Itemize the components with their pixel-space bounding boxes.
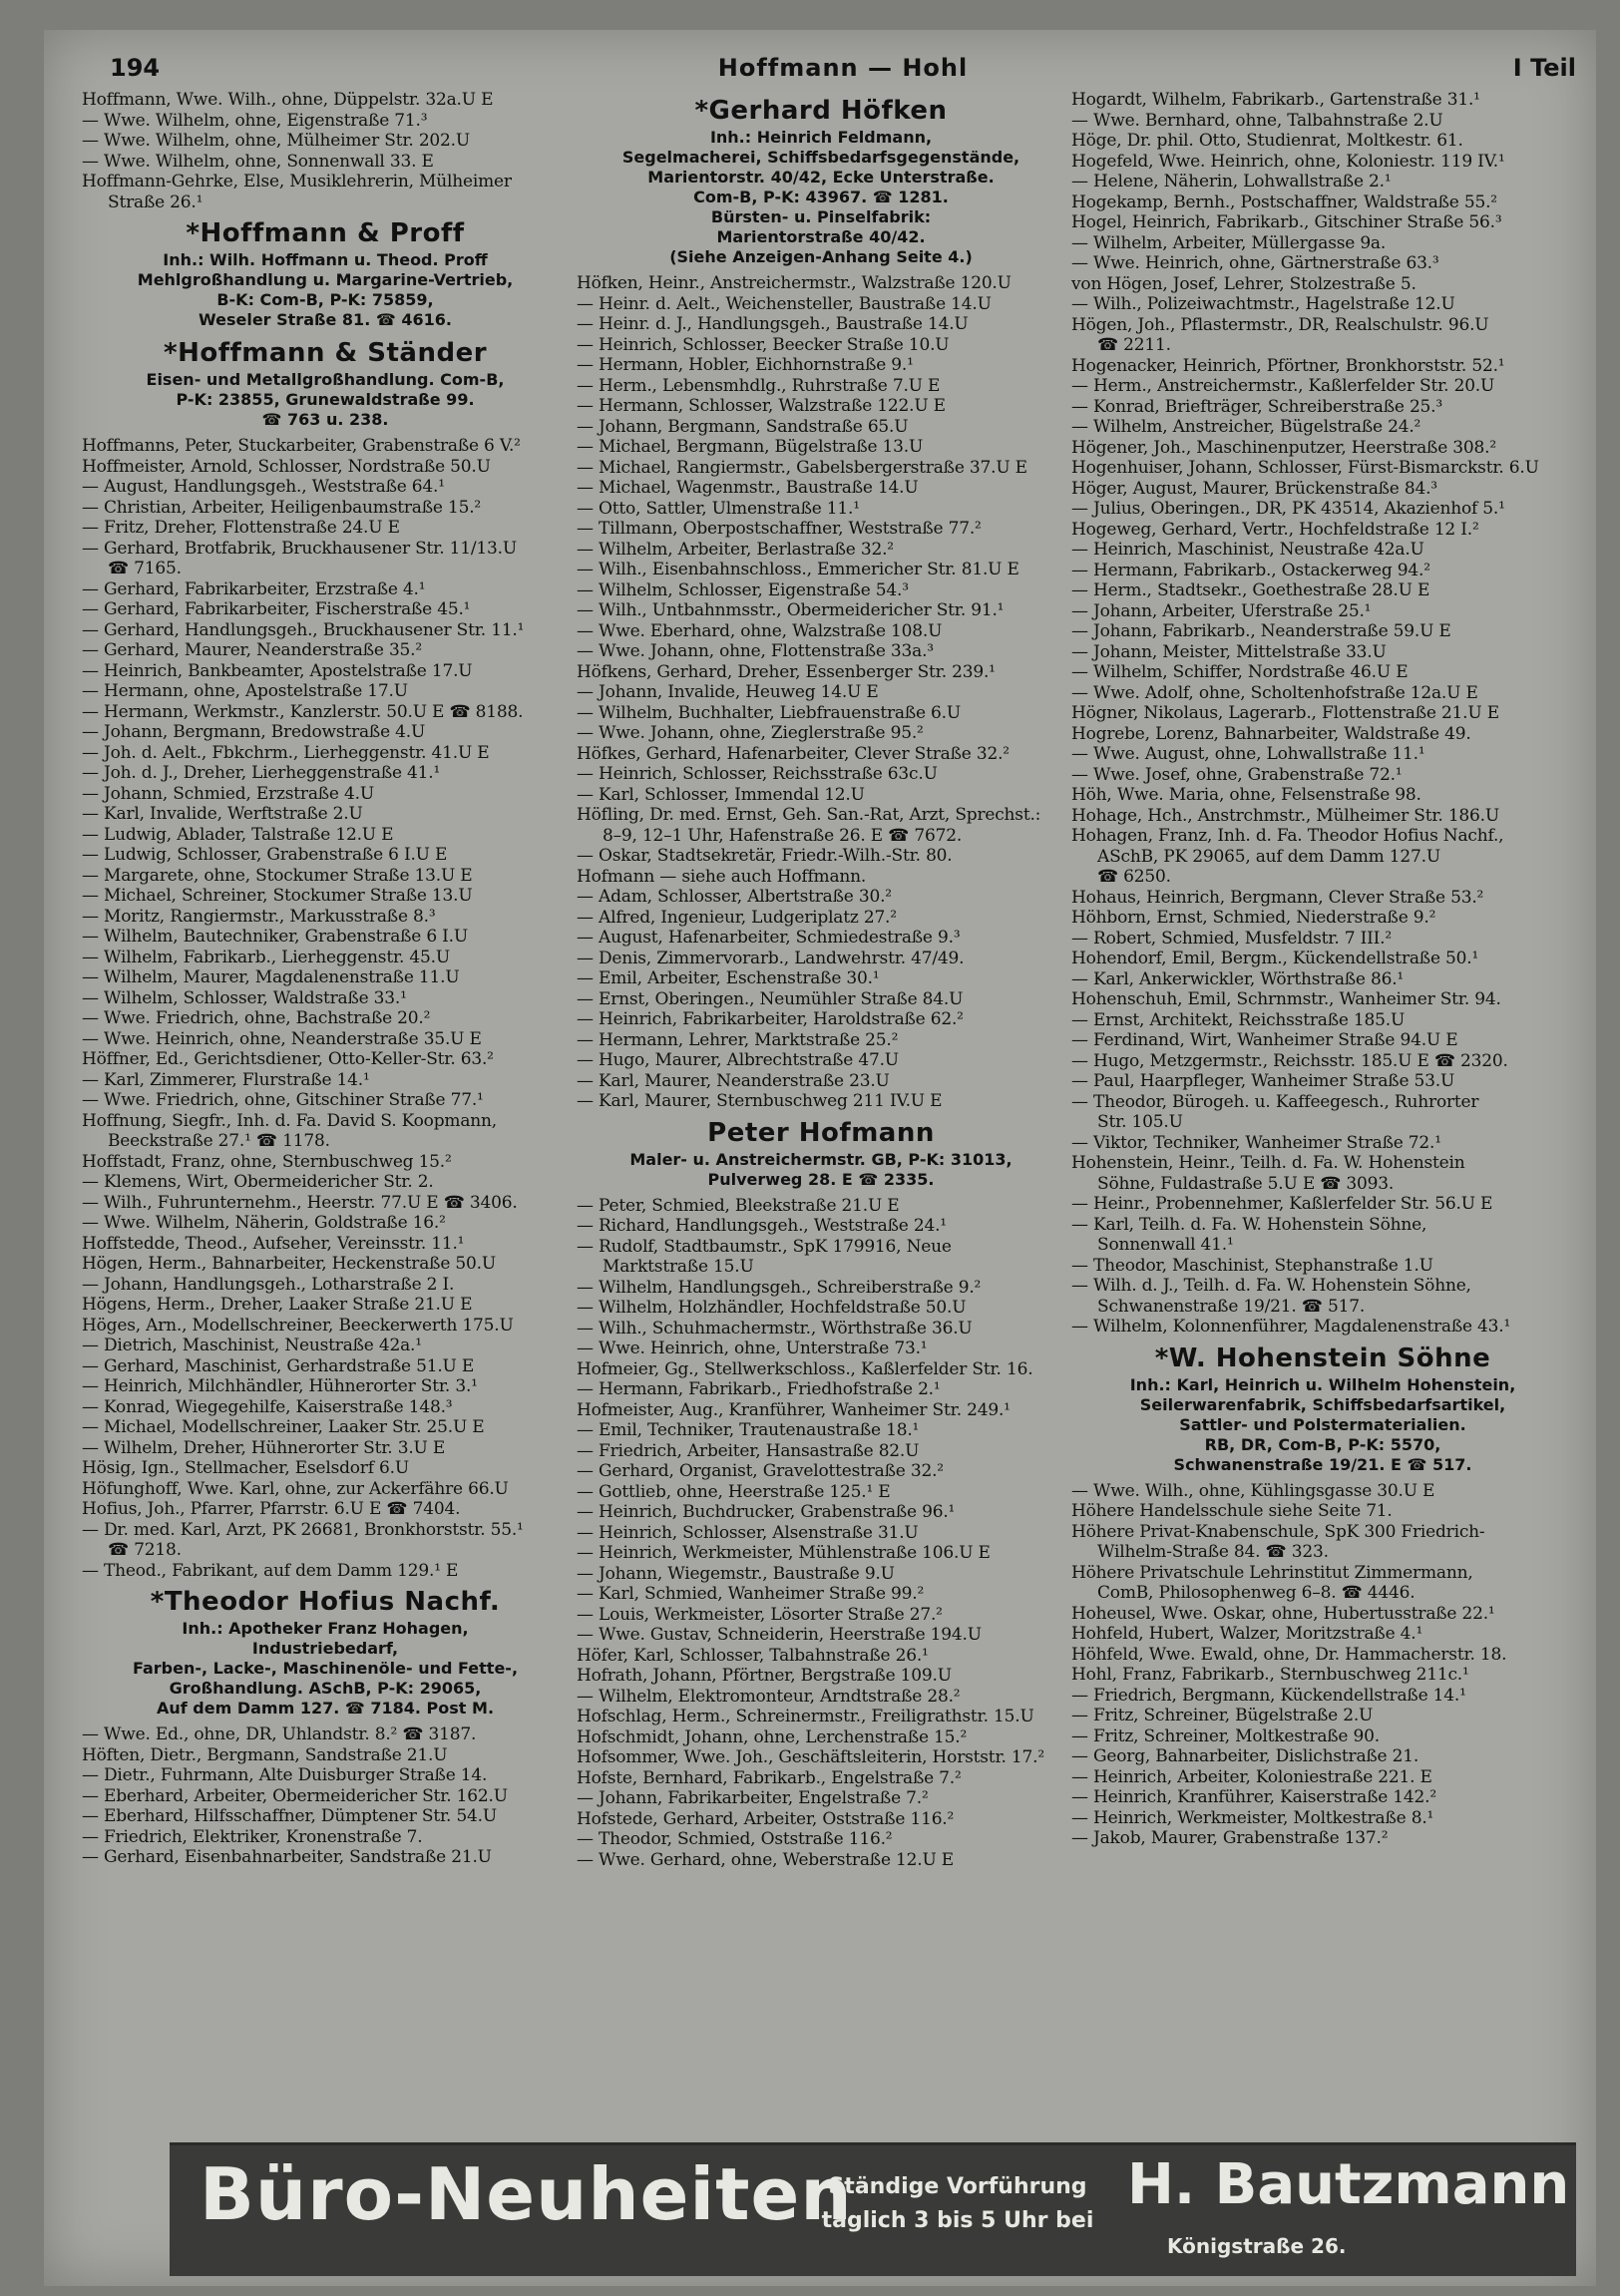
ad-line: Eisen- und Metallgroßhandlung. Com-B, [146,370,505,389]
directory-entry: — August, Hafenarbeiter, Schmiedestraße 9.³ [577,928,961,948]
ad-line: Marientorstr. 40/42, Ecke Unterstraße. [647,168,995,187]
directory-entry: Högens, Herm., Dreher, Laaker Straße 21.U E [82,1295,473,1315]
directory-entry: — Heinrich, Werkmeister, Mühlenstraße 106.U E [577,1543,991,1563]
directory-entry: Hohaus, Heinrich, Bergmann, Clever Straße 53.² [1071,887,1484,908]
directory-entry: Höges, Arn., Modellschreiner, Beeckerwerth 175.U [82,1315,514,1336]
directory-entry: — Wilhelm, Schiffer, Nordstraße 46.U E [1071,662,1409,682]
directory-entry: — Hermann, Hobler, Eichhornstraße 9.¹ [577,355,914,375]
directory-entry: Hofmann — siehe auch Hoffmann. [577,866,867,887]
advertisement-block [82,1585,569,1719]
page-number: 194 [110,54,161,82]
directory-entry: — Hugo, Maurer, Albrechtstraße 47.U [577,1050,899,1070]
directory-entry: — Eberhard, Arbeiter, Obermeidericher Str. 162.U [82,1785,508,1806]
ad-line: Industriebedarf, [251,1639,399,1658]
directory-entry: Höfkens, Gerhard, Dreher, Essenberger Str. 239.¹ [577,661,996,682]
directory-entry: — Johann, Meister, Mittelstraße 33.U [1071,641,1387,662]
directory-entry: — Wwe. Johann, ohne, Flottenstraße 33a.³ [577,641,934,661]
directory-entry: — Michael, Schreiner, Stockumer Straße 13.U [82,886,473,906]
directory-entry: Höfkes, Gerhard, Hafenarbeiter, Clever Straße 32.² [577,743,1010,764]
directory-entry: Höfer, Karl, Schlosser, Talbahnstraße 26.¹ [577,1645,929,1666]
directory-entry: — Dr. med. Karl, Arzt, PK 26681, Bronkhorststr. 55.¹ [82,1519,524,1540]
ad-line: Maler- u. Anstreichermstr. GB, P-K: 31013, [629,1149,1012,1169]
directory-entry: — Wilhelm, Schlosser, Waldstraße 33.¹ [82,987,407,1008]
directory-entry: — Heinr. d. J., Handlungsgeh., Baustraße 14.U [577,314,969,334]
directory-entry: — Karl, Schlosser, Immendal 12.U [577,784,865,805]
directory-entry: — Heinrich, Werkmeister, Moltkestraße 8.¹ [1071,1807,1434,1828]
directory-entry: — Wilhelm, Holzhändler, Hochfeldstraße 50.U [577,1298,967,1318]
directory-entry: Hofius, Joh., Pfarrer, Pfarrstr. 6.U E ☎ 7404. [82,1499,461,1519]
banner-line-1: Ständige Vorführung [828,2174,1087,2199]
directory-entry: — Wwe. Adolf, ohne, Scholtenhofstraße 12a.U E [1071,682,1478,703]
ad-line: Weseler Straße 81. ☎ 4616. [199,310,452,329]
ad-line: P-K: 23855, Grunewaldstraße 99. [176,390,475,409]
directory-entry: — August, Handlungsgeh., Weststraße 64.¹ [82,477,445,497]
directory-entry: — Heinrich, Arbeiter, Koloniestraße 221. E [1071,1766,1432,1787]
directory-entry: — Theodor, Schmied, Oststraße 116.² [577,1829,893,1849]
directory-entry: — Ludwig, Ablader, Talstraße 12.U E [82,824,394,845]
ad-firm-name: *W. Hohenstein Söhne [1154,1342,1491,1373]
directory-entry: — Heinrich, Maschinist, Neustraße 42a.U [1071,540,1424,560]
directory-entry: — Theodor, Bürogeh. u. Kaffeegesch., Ruhrorter [1071,1091,1479,1112]
directory-entry: — Karl, Zimmerer, Flurstraße 14.¹ [82,1069,370,1090]
column-left [82,90,569,2134]
ad-line: Inh.: Heinrich Feldmann, [709,128,933,147]
directory-entry: Höffner, Ed., Gerichtsdiener, Otto-Keller-Str. 63.² [82,1049,494,1069]
directory-entry: — Otto, Sattler, Ulmenstraße 11.¹ [577,498,860,519]
directory-entry: — Heinrich, Schlosser, Alsenstraße 31.U [577,1522,919,1543]
directory-entry: — Ernst, Oberingen., Neumühler Straße 84.U [577,988,964,1009]
directory-entry: Hogekamp, Bernh., Postschaffner, Waldstraße 55.² [1071,191,1497,212]
directory-entry: — Jakob, Maurer, Grabenstraße 137.² [1071,1828,1389,1848]
directory-entry: — Karl, Teilh. d. Fa. W. Hohenstein Söhne, [1071,1214,1427,1235]
directory-entry: Höhere Handelsschule siehe Seite 71. [1071,1501,1393,1521]
advertisement-block [82,216,569,330]
directory-entry: — Johann, Wiegemstr., Baustraße 9.U [577,1563,895,1584]
directory-entry: — Gottlieb, ohne, Heerstraße 125.¹ E [577,1481,891,1502]
directory-entry: — Hermann, Lehrer, Marktstraße 25.² [577,1029,899,1050]
ad-line: Inh.: Karl, Heinrich u. Wilhelm Hohenstein, [1129,1374,1516,1394]
directory-entry: — Gerhard, Fabrikarbeiter, Fischerstraße 45.¹ [82,599,471,619]
directory-entry: — Wwe. Heinrich, ohne, Unterstraße 73.¹ [577,1339,928,1358]
directory-entry: — Karl, Invalide, Werftstraße 2.U [82,804,363,824]
directory-entry: — Karl, Ankerwickler, Wörthstraße 86.¹ [1071,968,1405,989]
directory-entry: — Heinrich, Buchdrucker, Grabenstraße 96.¹ [577,1502,956,1522]
directory-entry: — Hermann, ohne, Apostelstraße 17.U [82,681,408,701]
directory-entry: Hofste, Bernhard, Fabrikarb., Engelstraße 7.² [577,1767,962,1788]
banner-line-2: täglich 3 bis 5 Uhr bei [821,2208,1094,2233]
directory-entry-continuation: Söhne, Fuldastraße 5.U E ☎ 3093. [1097,1173,1395,1194]
directory-entry: — Johann, Arbeiter, Uferstraße 25.¹ [1071,600,1372,621]
directory-entry: Höh, Wwe. Maria, ohne, Felsenstraße 98. [1071,785,1421,805]
directory-entry: — Michael, Bergmann, Bügelstraße 13.U [577,437,924,457]
directory-entry: — Ernst, Architekt, Reichsstraße 185.U [1071,1009,1406,1030]
directory-entry: Höger, August, Maurer, Brückenstraße 84.³ [1071,478,1437,499]
directory-entry: — Herm., Stadtsekr., Goethestraße 28.U E [1071,580,1430,600]
directory-entry: Hoffmeister, Arnold, Schlosser, Nordstraße 50.U [82,456,491,477]
directory-entry: — Rudolf, Stadtbaumstr., SpK 179916, Neue [577,1236,952,1257]
directory-entry: Höhere Privatschule Lehrinstitut Zimmermann, [1071,1562,1473,1583]
directory-entry: — Fritz, Schreiner, Moltkestraße 90. [1071,1725,1380,1746]
directory-entry: — Gerhard, Handlungsgeh., Bruckhausener Str. 11.¹ [82,619,525,640]
directory-entry-continuation: 8–9, 12–1 Uhr, Hafenstraße 26. E ☎ 7672. [603,825,963,846]
directory-entry: — Heinrich, Schlosser, Reichsstraße 63c.U [577,764,938,784]
directory-entry: — Hermann, Werkmstr., Kanzlerstr. 50.U E ☎ 8188. [82,701,524,722]
banner-address: Königstraße 26. [1167,2234,1347,2258]
directory-entry: — Wilhelm, Dreher, Hühnerorter Str. 3.U E [82,1437,446,1458]
directory-entry: Hoffmanns, Peter, Stuckarbeiter, Grabenstraße 6 V.² [82,436,521,456]
directory-entry: — Dietr., Fuhrmann, Alte Duisburger Straße 14. [82,1765,488,1785]
directory-entry: — Margarete, ohne, Stockumer Straße 13.U E [82,865,473,886]
directory-entry: Höfling, Dr. med. Ernst, Geh. San.-Rat, Arzt, Sprechst.: [577,805,1041,825]
ad-line: Seilerwarenfabrik, Schiffsbedarfsartikel, [1139,1394,1506,1414]
directory-entry: — Herm., Lebensmhdlg., Ruhrstraße 7.U E [577,375,941,396]
directory-entry: — Joh. d. Aelt., Fbkchrm., Lierheggenstr. 41.U E [82,742,490,763]
ad-line: Segelmacherei, Schiffsbedarfsgegenstände, [621,148,1020,167]
directory-entry: — Wilhelm, Bautechniker, Grabenstraße 6 I.U [82,927,469,947]
directory-entry: Hogrebe, Lorenz, Bahnarbeiter, Waldstraße 49. [1071,723,1471,744]
directory-entry-continuation: Str. 105.U [1097,1112,1183,1132]
ad-line: Inh.: Apotheker Franz Hohagen, [182,1619,469,1638]
directory-entry-continuation: Marktstraße 15.U [603,1257,754,1277]
directory-entry: — Hermann, Fabrikarb., Friedhofstraße 2.¹ [577,1379,941,1399]
directory-entry: Hohenstein, Heinr., Teilh. d. Fa. W. Hohenstein [1071,1153,1465,1173]
advertisement-block [577,94,1065,267]
directory-entry: — Wwe. Friedrich, ohne, Bachstraße 20.² [82,1008,431,1028]
directory-entry: Hofschmidt, Johann, ohne, Lerchenstraße 15.² [577,1726,968,1747]
directory-entry: Höge, Dr. phil. Otto, Studienrat, Moltkestr. 61. [1071,131,1463,151]
column-right [1071,90,1574,2134]
directory-entry-continuation: ASchB, PK 29065, auf dem Damm 127.U [1097,846,1440,867]
directory-entry: Hogenhuiser, Johann, Schlosser, Fürst-Bismarckstr. 6.U [1071,458,1539,478]
directory-entry: Hofmeister, Aug., Kranführer, Wanheimer Str. 249.¹ [577,1399,1011,1420]
directory-entry-continuation: ☎ 7165. [108,559,182,578]
ad-line: ☎ 763 u. 238. [261,410,389,429]
directory-entry: — Emil, Arbeiter, Eschenstraße 30.¹ [577,968,880,988]
directory-entry: Hogenacker, Heinrich, Pförtner, Bronkhorststr. 52.¹ [1071,355,1505,376]
directory-entry: — Heinrich, Fabrikarbeiter, Haroldstraße 62.² [577,1009,964,1029]
directory-entry: — Wwe. Josef, ohne, Grabenstraße 72.¹ [1071,764,1403,785]
ad-line: RB, DR, Com-B, P-K: 5570, [1204,1434,1441,1454]
banner-rule [170,2142,1576,2145]
directory-entry: — Johann, Invalide, Heuweg 14.U E [577,682,879,702]
directory-entry: — Wilhelm, Maurer, Magdalenenstraße 11.U [82,967,460,987]
directory-entry: — Eberhard, Hilfsschaffner, Dümptener Str. 54.U [82,1806,498,1826]
ad-line: (Siehe Anzeigen-Anhang Seite 4.) [669,247,973,266]
directory-entry: — Johann, Schmied, Erzstraße 4.U [82,783,374,804]
directory-entry: — Wilh., Fuhrunternehm., Heerstr. 77.U E ☎ 3406. [82,1192,518,1213]
directory-entry: — Heinrich, Milchhändler, Hühnerorter Str. 3.¹ [82,1376,478,1396]
directory-entry: Höhfeld, Wwe. Ewald, ohne, Dr. Hammacherstr. 18. [1071,1644,1507,1665]
directory-entry-continuation: ☎ 6250. [1097,867,1171,887]
directory-entry: Hogeweg, Gerhard, Vertr., Hochfeldstraße 12 I.² [1071,519,1479,540]
directory-entry: — Friedrich, Bergmann, Kückendellstraße 14.¹ [1071,1685,1466,1706]
directory-entry: — Robert, Schmied, Musfeldstr. 7 III.² [1071,928,1392,949]
directory-entry: — Wwe. Wilhelm, Näherin, Goldstraße 16.² [82,1213,446,1233]
directory-entry: — Fritz, Schreiner, Bügelstraße 2.U [1071,1706,1374,1725]
directory-entry: — Wwe. Eberhard, ohne, Walzstraße 108.U [577,620,943,641]
directory-entry: — Joh. d. J., Dreher, Lierheggenstraße 41.¹ [82,763,441,783]
ad-line: Inh.: Wilh. Hoffmann u. Theod. Proff [163,250,488,269]
ad-line: Bürsten- u. Pinselfabrik: [710,207,932,226]
directory-entry: — Michael, Wagenmstr., Baustraße 14.U [577,478,919,498]
directory-entry: — Heinr. d. Aelt., Weichensteller, Baustraße 14.U [577,293,992,314]
directory-entry: — Gerhard, Fabrikarbeiter, Erzstraße 4.¹ [82,578,426,599]
directory-entry: — Denis, Zimmervorarb., Landwehrstr. 47/49. [577,948,965,968]
directory-entry: — Ludwig, Schlosser, Grabenstraße 6 I.U E [82,845,448,865]
directory-entry: — Johann, Fabrikarb., Neanderstraße 59.U E [1071,621,1451,641]
directory-entry: Högen, Joh., Pflastermstr., DR, Realschulstr. 96.U [1071,314,1489,335]
ad-line: B-K: Com-B, P-K: 75859, [216,290,434,309]
directory-entry: — Wwe. Johann, ohne, Zieglerstraße 95.² [577,723,924,743]
ad-firm-name: *Hoffmann & Proff [186,218,465,248]
directory-entry: Hohfeld, Hubert, Walzer, Moritzstraße 4.¹ [1071,1624,1423,1644]
directory-entry: — Ferdinand, Wirt, Wanheimer Straße 94.U E [1071,1030,1458,1050]
ad-line: Großhandlung. ASchB, P-K: 29065, [169,1679,482,1698]
directory-entry: — Wwe. Friedrich, ohne, Gitschiner Straße 77.¹ [82,1090,484,1110]
directory-entry: — Emil, Techniker, Trautenaustraße 18.¹ [577,1420,920,1440]
ad-line: Marientorstraße 40/42. [716,227,926,246]
advertisement-block [82,336,569,430]
directory-entry: — Wwe. Ed., ohne, DR, Uhlandstr. 8.² ☎ 3187. [82,1724,477,1744]
directory-entry: — Adam, Schlosser, Albertstraße 30.² [577,887,892,907]
ad-line: Auf dem Damm 127. ☎ 7184. Post M. [156,1699,495,1718]
directory-entry-continuation: Schwanenstraße 19/21. ☎ 517. [1097,1296,1366,1317]
directory-entry: Högener, Joh., Maschinenputzer, Heerstraße 308.² [1071,437,1496,458]
directory-entry: — Viktor, Techniker, Wanheimer Straße 72.¹ [1071,1132,1441,1153]
directory-entry: — Wilh., Eisenbahnschloss., Emmericher Str. 81.U E [577,560,1019,579]
directory-entry: Hogardt, Wilhelm, Fabrikarb., Gartenstraße 31.¹ [1071,90,1480,110]
directory-entry: — Karl, Maurer, Neanderstraße 23.U [577,1070,890,1091]
directory-entry: Hohenschuh, Emil, Schrnmstr., Wanheimer Str. 94. [1071,989,1501,1009]
directory-entry: Hoheusel, Wwe. Oskar, ohne, Hubertusstraße 22.¹ [1071,1603,1495,1624]
directory-entry: — Johann, Bergmann, Sandstraße 65.U [577,416,909,437]
page-header [110,50,1576,90]
directory-entry: — Theodor, Maschinist, Stephanstraße 1.U [1071,1255,1433,1276]
directory-entry: — Johann, Fabrikarbeiter, Engelstraße 7.² [577,1788,929,1808]
ad-line: Com-B, P-K: 43967. ☎ 1281. [693,188,949,206]
directory-entry: — Heinrich, Bankbeamter, Apostelstraße 17.U [82,660,473,681]
directory-entry: Hohagen, Franz, Inh. d. Fa. Theodor Hofius Nachf., [1071,826,1504,846]
banner-headline: Büro-Neuheiten [200,2152,853,2236]
directory-entry: — Wilhelm, Handlungsgeh., Schreiberstraße 9.² [577,1277,982,1298]
directory-entry: Hoffmann, Wwe. Wilh., ohne, Düppelstr. 32a.U E [82,90,494,110]
directory-entry: — Michael, Rangiermstr., Gabelsbergerstraße 37.U E [577,457,1027,478]
directory-entry: — Fritz, Dreher, Flottenstraße 24.U E [82,518,400,538]
directory-entry: — Wwe. Bernhard, ohne, Talbahnstraße 2.U [1071,110,1443,131]
directory-entry-continuation: Straße 26.¹ [108,191,203,212]
directory-entry: — Theod., Fabrikant, auf dem Damm 129.¹ E [82,1560,459,1581]
page-title: Hoffmann — Hohl [717,54,969,82]
ad-line: Schwanenstraße 19/21. E ☎ 517. [1173,1454,1472,1474]
directory-entry: — Wwe. Gustav, Schneiderin, Heerstraße 194.U [577,1625,982,1645]
ad-line: Sattler- und Polstermaterialien. [1179,1414,1466,1434]
directory-entry: — Wilhelm, Buchhalter, Liebfrauenstraße 6.U [577,702,961,723]
directory-entry: — Christian, Arbeiter, Heiligenbaumstraße 15.² [82,497,482,518]
directory-entry: Hofsommer, Wwe. Joh., Geschäftsleiterin, Horststr. 17.² [577,1747,1044,1767]
advertisement-banner [170,2142,1576,2276]
directory-entry: — Wilhelm, Anstreicher, Bügelstraße 24.² [1071,417,1421,437]
directory-entry: — Friedrich, Arbeiter, Hansastraße 82.U [577,1440,920,1461]
directory-entry: — Wilh. d. J., Teilh. d. Fa. W. Hohenstein Söhne, [1071,1276,1471,1296]
directory-entry: — Wilh., Untbahnmsstr., Obermeidericher Str. 91.¹ [577,600,1005,620]
ad-firm-name: *Gerhard Höfken [694,96,948,126]
directory-entry: Högen, Herm., Bahnarbeiter, Heckenstraße 50.U [82,1254,496,1274]
directory-entry: — Karl, Schmied, Wanheimer Straße 99.² [577,1584,925,1604]
directory-entry: Höften, Dietr., Bergmann, Sandstraße 21.U [82,1744,448,1765]
directory-entry: Hohl, Franz, Fabrikarb., Sternbuschweg 211c.¹ [1071,1665,1469,1685]
directory-entry: Hogefeld, Wwe. Heinrich, ohne, Koloniestr. 119 IV.¹ [1071,151,1505,172]
directory-entry: — Hermann, Schlosser, Walzstraße 122.U E [577,396,946,416]
directory-entry: — Oskar, Stadtsekretär, Friedr.-Wilh.-Str. 80. [577,846,953,866]
directory-entry: Hösig, Ign., Stellmacher, Eselsdorf 6.U [82,1458,409,1478]
directory-entry: Hofrath, Johann, Pförtner, Bergstraße 109.U [577,1666,952,1686]
directory-entry: — Helene, Näherin, Lohwallstraße 2.¹ [1071,172,1392,191]
directory-entry: Högner, Nikolaus, Lagerarb., Flottenstraße 21.U E [1071,703,1499,723]
directory-entry: — Dietrich, Maschinist, Neustraße 42a.¹ [82,1336,422,1355]
directory-entry: — Konrad, Briefträger, Schreiberstraße 25.³ [1071,396,1442,417]
directory-entry: — Johann, Bergmann, Bredowstraße 4.U [82,722,426,742]
directory-entry: — Heinr., Probennehmer, Kaßlerfelder Str. 56.U E [1071,1194,1493,1214]
directory-entry: — Wilhelm, Arbeiter, Müllergasse 9a. [1071,232,1387,253]
part-label: I Teil [1512,54,1576,82]
directory-entry: — Wilhelm, Arbeiter, Berlastraße 32.² [577,539,894,560]
directory-entry: — Heinrich, Kranführer, Kaiserstraße 142.² [1071,1787,1436,1807]
directory-entry: — Wwe. Wilhelm, ohne, Mülheimer Str. 202.U [82,131,470,151]
directory-entry-continuation: ☎ 7218. [108,1540,182,1560]
directory-entry: — Paul, Haarpfleger, Wanheimer Straße 53.U [1071,1071,1455,1091]
directory-entry: — Moritz, Rangiermstr., Markusstraße 8.³ [82,906,436,927]
directory-entry: Höhere Privat-Knabenschule, SpK 300 Friedrich- [1071,1521,1485,1542]
ad-firm-name: *Hoffmann & Ständer [163,338,488,368]
directory-entry: Hofmeier, Gg., Stellwerkschloss., Kaßlerfelder Str. 16. [577,1358,1033,1379]
directory-entry: — Wilh., Polizeiwachtmstr., Hagelstraße 12.U [1071,294,1455,314]
directory-entry: — Hugo, Metzgermstr., Reichsstr. 185.U E ☎ 2320. [1071,1050,1508,1071]
directory-entry: — Wwe. August, ohne, Lohwallstraße 11.¹ [1071,744,1425,764]
directory-entry: — Louis, Werkmeister, Lösorter Straße 27.² [577,1604,943,1625]
directory-entry: von Högen, Josef, Lehrer, Stolzestraße 5. [1071,273,1417,294]
advertisement-block [1071,1341,1574,1475]
directory-entry: Hoffstedde, Theod., Aufseher, Vereinsstr. 11.¹ [82,1233,465,1254]
ad-line: Pulverweg 28. E ☎ 2335. [707,1169,935,1189]
directory-entry-continuation: Sonnenwall 41.¹ [1097,1235,1234,1255]
directory-entry: — Gerhard, Organist, Gravelottestraße 32.² [577,1461,944,1481]
directory-entry: Hohage, Hch., Anstrchmstr., Mülheimer Str. 186.U [1071,805,1499,826]
directory-entry-continuation: ☎ 2211. [1097,335,1171,355]
directory-entry-continuation: ComB, Philosophenweg 6–8. ☎ 4446. [1097,1583,1416,1603]
directory-entry: — Heinrich, Schlosser, Beecker Straße 10.U [577,334,950,355]
banner-company: H. Bautzmann [1127,2152,1570,2217]
directory-entry: Hogel, Heinrich, Fabrikarb., Gitschiner Straße 56.³ [1071,212,1502,232]
directory-entry: — Gerhard, Eisenbahnarbeiter, Sandstraße 21.U [82,1847,492,1867]
directory-entry: — Karl, Maurer, Sternbuschweg 211 IV.U E [577,1091,943,1111]
banner-schedule [808,2170,1107,2238]
directory-entry: — Richard, Handlungsgeh., Weststraße 24.¹ [577,1216,947,1236]
directory-entry: — Klemens, Wirt, Obermeidericher Str. 2. [82,1172,434,1192]
directory-entry: — Gerhard, Maurer, Neanderstraße 35.² [82,640,422,660]
directory-entry: — Gerhard, Brotfabrik, Bruckhausener Str. 11/13.U [82,538,517,559]
directory-entry: — Wwe. Gerhard, ohne, Weberstraße 12.U E [577,1849,954,1870]
directory-entry: — Friedrich, Elektriker, Kronenstraße 7. [82,1826,423,1847]
directory-entry: — Wilhelm, Schlosser, Eigenstraße 54.³ [577,579,909,600]
directory-entry-continuation: Beeckstraße 27.¹ ☎ 1178. [108,1131,330,1151]
ad-firm-name: Peter Hofmann [707,1117,935,1148]
directory-entry: Hoffmann-Gehrke, Else, Musiklehrerin, Mülheimer [82,172,512,191]
directory-entry: — Tillmann, Oberpostschaffner, Weststraße 77.² [577,519,982,539]
ad-line: Farben-, Lacke-, Maschinenöle- und Fette-, [132,1659,519,1678]
directory-entry: — Johann, Handlungsgeh., Lotharstraße 2 I. [82,1274,455,1295]
directory-entry: — Alfred, Ingenieur, Ludgeriplatz 27.² [577,907,897,928]
directory-entry: — Herm., Anstreichermstr., Kaßlerfelder Str. 20.U [1071,376,1495,396]
directory-entry: — Wwe. Wilh., ohne, Kühlingsgasse 30.U E [1071,1480,1435,1501]
advertisement-block [577,1116,1065,1190]
directory-entry: Höfken, Heinr., Anstreichermstr., Walzstraße 120.U [577,273,1012,293]
directory-entry: — Wwe. Wilhelm, ohne, Sonnenwall 33. E [82,151,434,172]
directory-entry: — Wilh., Schuhmachermstr., Wörthstraße 36.U [577,1318,973,1339]
directory-entry: — Hermann, Fabrikarb., Ostackerweg 94.² [1071,560,1430,580]
directory-entry: — Wwe. Heinrich, ohne, Gärtnerstraße 63.³ [1071,253,1439,273]
directory-entry: — Konrad, Wiegegehilfe, Kaiserstraße 148.³ [82,1396,453,1417]
directory-entry: Hofschlag, Herm., Schreinermstr., Freiligrathstr. 15.U [577,1707,1034,1726]
directory-entry: — Peter, Schmied, Bleekstraße 21.U E [577,1195,900,1216]
ad-line: Mehlgroßhandlung u. Margarine-Vertrieb, [137,270,514,289]
directory-entry: — Wilhelm, Fabrikarb., Lierheggenstr. 45.U [82,947,450,967]
directory-entry: — Wwe. Heinrich, ohne, Neanderstraße 35.U E [82,1028,482,1049]
directory-entry: — Gerhard, Maschinist, Gerhardstraße 51.U E [82,1355,475,1376]
directory-entry: Hohendorf, Emil, Bergm., Kückendellstraße 50.¹ [1071,949,1479,968]
column-middle [577,90,1065,2134]
directory-entry-continuation: Wilhelm-Straße 84. ☎ 323. [1097,1542,1329,1562]
directory-entry: Hofstede, Gerhard, Arbeiter, Oststraße 116.² [577,1808,955,1829]
directory-entry: Höfunghoff, Wwe. Karl, ohne, zur Ackerfähre 66.U [82,1478,509,1499]
ad-firm-name: *Theodor Hofius Nachf. [150,1587,501,1617]
directory-entry: — Julius, Oberingen., DR, PK 43514, Akazienhof 5.¹ [1071,499,1505,519]
directory-entry: — Michael, Modellschreiner, Laaker Str. 25.U E [82,1417,485,1437]
directory-entry: — Wwe. Wilhelm, ohne, Eigenstraße 71.³ [82,110,428,131]
directory-entry: Höhborn, Ernst, Schmied, Niederstraße 9.² [1071,908,1436,928]
directory-entry: — Wilhelm, Kolonnenführer, Magdalenenstraße 43.¹ [1071,1317,1511,1337]
directory-entry: Hoffstadt, Franz, ohne, Sternbuschweg 15.² [82,1151,452,1172]
directory-entry: Hoffnung, Siegfr., Inh. d. Fa. David S. Koopmann, [82,1110,497,1131]
directory-entry: — Wilhelm, Elektromonteur, Arndtstraße 28.² [577,1686,961,1707]
directory-entry: — Georg, Bahnarbeiter, Dislichstraße 21. [1071,1746,1419,1766]
